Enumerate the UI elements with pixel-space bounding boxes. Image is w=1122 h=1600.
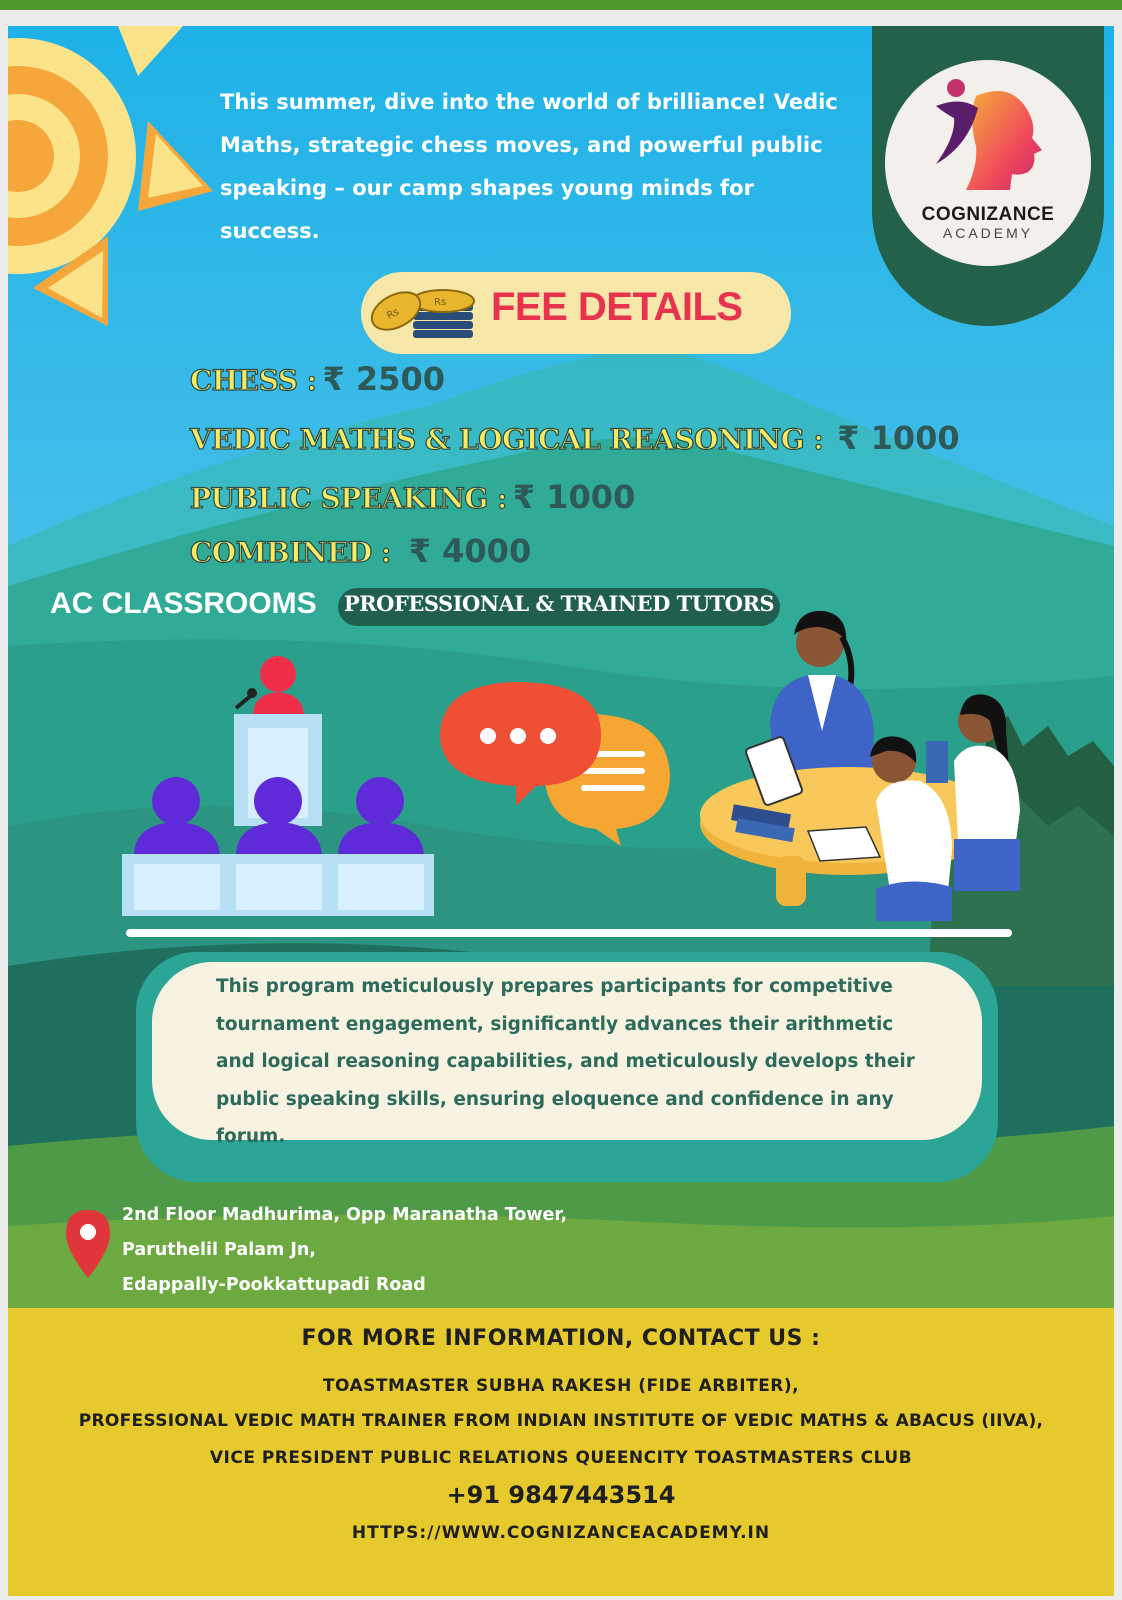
fee-row-combined bbox=[190, 532, 531, 570]
contact-phone[interactable]: +91 9847443514 bbox=[446, 1481, 676, 1509]
ac-classrooms-label: AC CLASSROOMS bbox=[50, 587, 317, 620]
location-pin-icon bbox=[64, 1208, 112, 1280]
speaker-podium-icon bbox=[118, 646, 438, 921]
fee-label: PUBLIC SPEAKING : bbox=[190, 482, 507, 515]
fee-row-public-speaking bbox=[190, 478, 635, 516]
contact-line: VICE PRESIDENT PUBLIC RELATIONS QUEENCITY TOASTMASTERS CLUB bbox=[209, 1448, 913, 1468]
fee-details-title: FEE DETAILS bbox=[491, 285, 743, 329]
intro-text: This summer, dive into the world of brilliance! Vedic Maths, strategic chess moves, and powerful public speaking – our camp shapes young minds for success. bbox=[220, 90, 838, 243]
fee-label: COMBINED : bbox=[190, 536, 391, 569]
fee-price: ₹ 4000 bbox=[408, 532, 532, 570]
section-divider bbox=[126, 929, 1012, 937]
poster bbox=[8, 26, 1114, 1596]
fee-price: ₹ 1000 bbox=[837, 419, 960, 457]
contact-line: TOASTMASTER SUBHA RAKESH (FIDE ARBITER), bbox=[322, 1376, 800, 1396]
contact-line: PROFESSIONAL VEDIC MATH TRAINER FROM INDIAN INSTITUTE OF VEDIC MATHS & ABACUS (IIVA), bbox=[78, 1411, 1044, 1431]
logo-subtitle: ACADEMY bbox=[942, 225, 1034, 241]
fee-label: VEDIC MATHS & LOGICAL REASONING : bbox=[190, 423, 824, 456]
address-line: Edappally-Pookkattupadi Road bbox=[122, 1275, 426, 1295]
chat-bubbles-icon bbox=[436, 674, 676, 849]
coins-icon bbox=[368, 281, 478, 343]
svg-text:Rs: Rs bbox=[385, 306, 402, 322]
fee-price: ₹ 1000 bbox=[512, 478, 636, 516]
fee-row-vedic-maths bbox=[190, 419, 960, 457]
classroom-students-icon bbox=[690, 591, 1030, 921]
sun-icon bbox=[8, 26, 238, 356]
tutors-label: PROFESSIONAL & TRAINED TUTORS bbox=[343, 591, 775, 616]
top-border bbox=[0, 0, 1122, 10]
address-line: Paruthelil Palam Jn, bbox=[122, 1240, 316, 1260]
fee-label: CHESS : bbox=[190, 364, 317, 397]
address-line: 2nd Floor Madhurima, Opp Maranatha Tower, bbox=[122, 1205, 568, 1225]
svg-text:Rs: Rs bbox=[434, 297, 447, 308]
logo-name: COGNIZANCE bbox=[921, 204, 1055, 225]
fee-row-chess bbox=[190, 360, 445, 398]
contact-website-link[interactable]: HTTPS://WWW.COGNIZANCEACADEMY.IN bbox=[351, 1523, 771, 1543]
program-description: This program meticulously prepares participants for competitive tournament engagement, significantly advances their arithmetic and logical reasoning capabilities, and meticulously develops their public speaking skills, ensuring eloquence and confidence in any forum. bbox=[216, 976, 915, 1147]
fee-price: ₹ 2500 bbox=[322, 360, 445, 398]
contact-title: FOR MORE INFORMATION, CONTACT US : bbox=[301, 1326, 821, 1351]
address bbox=[122, 1198, 567, 1303]
logo-icon bbox=[916, 66, 1056, 196]
